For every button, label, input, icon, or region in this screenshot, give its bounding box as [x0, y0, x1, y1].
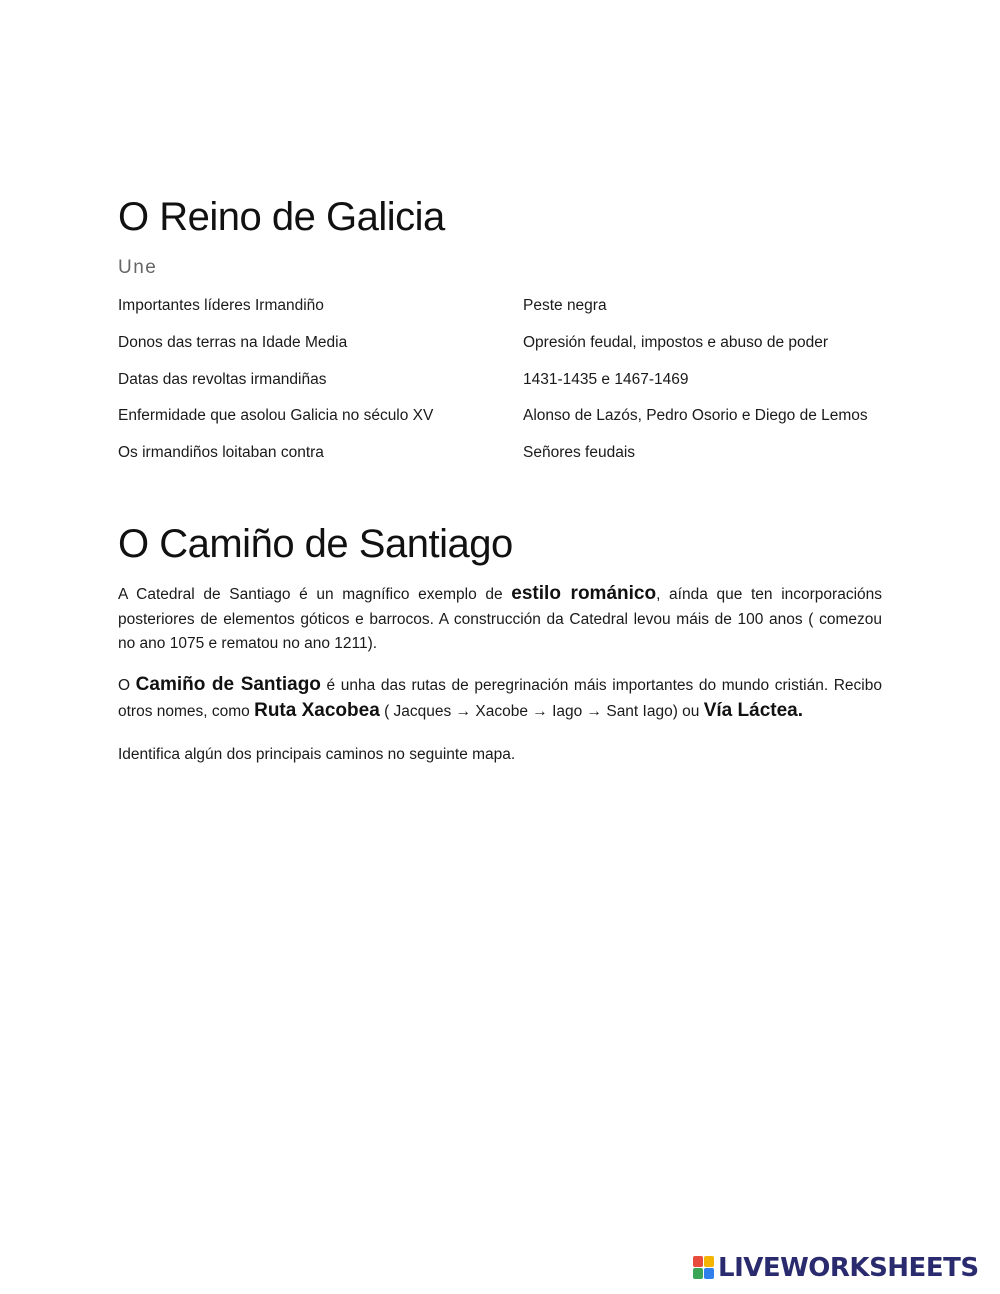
section-subtitle: Une	[118, 257, 158, 278]
match-left-item[interactable]: Datas das revoltas irmandiñas	[118, 370, 327, 388]
paragraph-catedral	[118, 582, 882, 657]
match-right-item[interactable]: Peste negra	[523, 297, 607, 314]
text-run: Xacobe	[471, 702, 533, 720]
match-row	[118, 407, 888, 444]
match-left-item[interactable]: Donos das terras na Idade Media	[118, 333, 348, 351]
text-run: , aínda que ten incorporacións posteriores de elementos góticos e barrocos. A construcción da Catedral levou máis de 100 anos ( comezou no ano 1075 e rematou no ano 1211).	[118, 586, 883, 652]
text-run: ( Jacques	[379, 702, 456, 720]
match-right-item[interactable]: 1431-1435 e 1467-1469	[523, 370, 689, 388]
logo-blocks-icon	[693, 1256, 715, 1280]
emphasis-camino-de-santiago: Camiño de Santiago	[135, 674, 321, 695]
text-run: O	[118, 677, 136, 694]
matching-list	[118, 297, 888, 481]
match-right-item[interactable]: Señores feudais	[523, 444, 636, 462]
match-row	[118, 371, 888, 408]
match-right-item[interactable]: Alonso de Lazós, Pedro Osorio e Diego de Lemos	[523, 407, 868, 425]
match-left-item[interactable]: Os irmandiños loitaban contra	[118, 444, 324, 462]
match-right-item[interactable]: Opresión feudal, impostos e abuso de poder	[523, 333, 829, 351]
match-row	[118, 297, 888, 334]
text-run: A Catedral de Santiago é un magnífico exemplo de	[118, 586, 512, 603]
match-left-item[interactable]: Importantes líderes Irmandiño	[118, 297, 324, 314]
arrow-right-icon: →	[455, 702, 472, 720]
text-run: Sant Iago) ou	[602, 702, 704, 720]
emphasis-via-lactea: Vía Láctea.	[703, 699, 804, 721]
arrow-right-icon: →	[586, 702, 603, 720]
paragraph-camino	[118, 673, 882, 724]
text-run: é unha das rutas de peregrinación máis importantes do mundo cristián. Recibo otros nomes, como	[118, 677, 882, 720]
text-run: Iago	[547, 702, 587, 720]
section-title-camino: O Camiño de Santiago	[118, 522, 513, 566]
paragraph-instruction: Identifica algún dos principais caminos no seguinte mapa.	[118, 746, 516, 763]
section-title-reino: O Reino de Galicia	[118, 195, 445, 239]
emphasis-estilo-romanico: estilo románico	[511, 583, 657, 604]
match-left-item[interactable]: Enfermidade que asolou Galicia no século XV	[118, 407, 434, 425]
match-row	[118, 334, 888, 371]
emphasis-ruta-xacobea: Ruta Xacobea	[254, 699, 380, 721]
logo-text: LIVEWORKSHEETS	[718, 1253, 979, 1283]
liveworksheets-logo	[693, 1253, 979, 1283]
arrow-right-icon: →	[532, 702, 548, 720]
match-row	[118, 444, 888, 481]
